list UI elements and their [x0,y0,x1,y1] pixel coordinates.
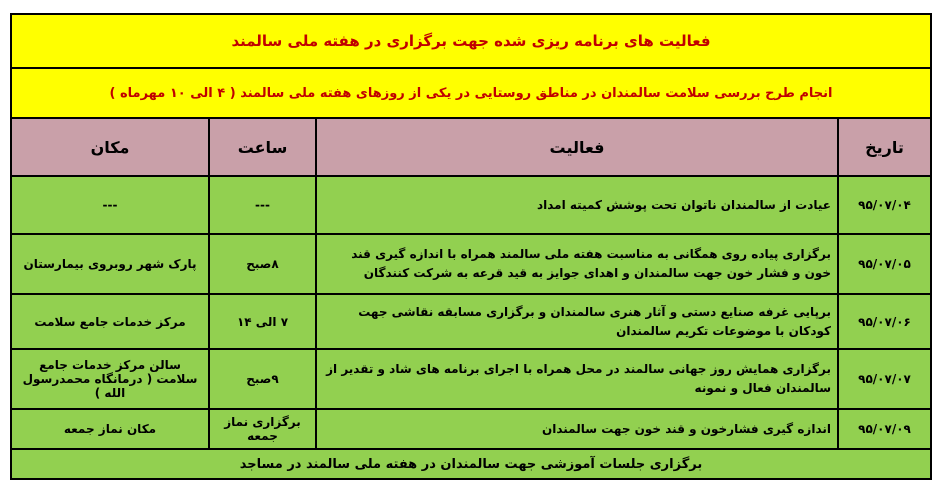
row-time: ۹صبح [209,349,316,409]
row-date: ۹۵/۰۷/۰۴ [838,176,931,234]
row-time: برگزاری نماز جمعه [209,409,316,449]
table-row [11,234,931,294]
table-row [11,349,931,409]
row-date: ۹۵/۰۷/۰۵ [838,234,931,294]
row-place: پارک شهر روبروی بیمارستان [11,234,209,294]
header-activity: فعالیت [316,118,838,176]
table-row [11,294,931,349]
row-time: --- [209,176,316,234]
table-title: فعالیت های برنامه ریزی شده جهت برگزاری در هفته ملی سالمند [11,14,931,68]
row-activity: اندازه گیری فشارخون و قند خون جهت سالمندان [316,409,838,449]
row-date: ۹۵/۰۷/۰۹ [838,409,931,449]
header-row [11,118,931,176]
row-activity: برگزاری پیاده روی همگانی به مناسبت هفته ملی سالمند همراه با اندازه گیری قند خون و فشار خون جهت سالمندان و اهدای جوایز به قید قرعه به شرکت کنندگان [316,234,838,294]
row-place: مکان نماز جمعه [11,409,209,449]
row-date: ۹۵/۰۷/۰۷ [838,349,931,409]
header-date: تاریخ [838,118,931,176]
row-date: ۹۵/۰۷/۰۶ [838,294,931,349]
header-time: ساعت [209,118,316,176]
row-place: سالن مرکز خدمات جامع سلامت ( درمانگاه محمدرسول الله ) [11,349,209,409]
table-subtitle: انجام طرح بررسی سلامت سالمندان در مناطق روستایی در یکی از روزهای هفته ملی سالمند ( ۴ الی ۱۰ مهرماه ) [11,68,931,118]
header-place: مکان [11,118,209,176]
row-activity: برگزاری همایش روز جهانی سالمند در محل همراه با اجرای برنامه های شاد و تقدیر از سالمندان فعال و نمونه [316,349,838,409]
row-activity: برپایی غرفه صنایع دستی و آثار هنری سالمندان و برگزاری مسابقه نقاشی جهت کودکان با موضوعات تکریم سالمندان [316,294,838,349]
activities-table [10,13,932,480]
table-row [11,409,931,449]
row-place: --- [11,176,209,234]
row-time: ۸صبح [209,234,316,294]
row-time: ۷ الی ۱۴ [209,294,316,349]
row-place: مرکز خدمات جامع سلامت [11,294,209,349]
table-footer: برگزاری جلسات آموزشی جهت سالمندان در هفته ملی سالمند در مساجد [11,449,931,479]
table-row [11,176,931,234]
row-activity: عیادت از سالمندان ناتوان تحت پوشش کمیته امداد [316,176,838,234]
